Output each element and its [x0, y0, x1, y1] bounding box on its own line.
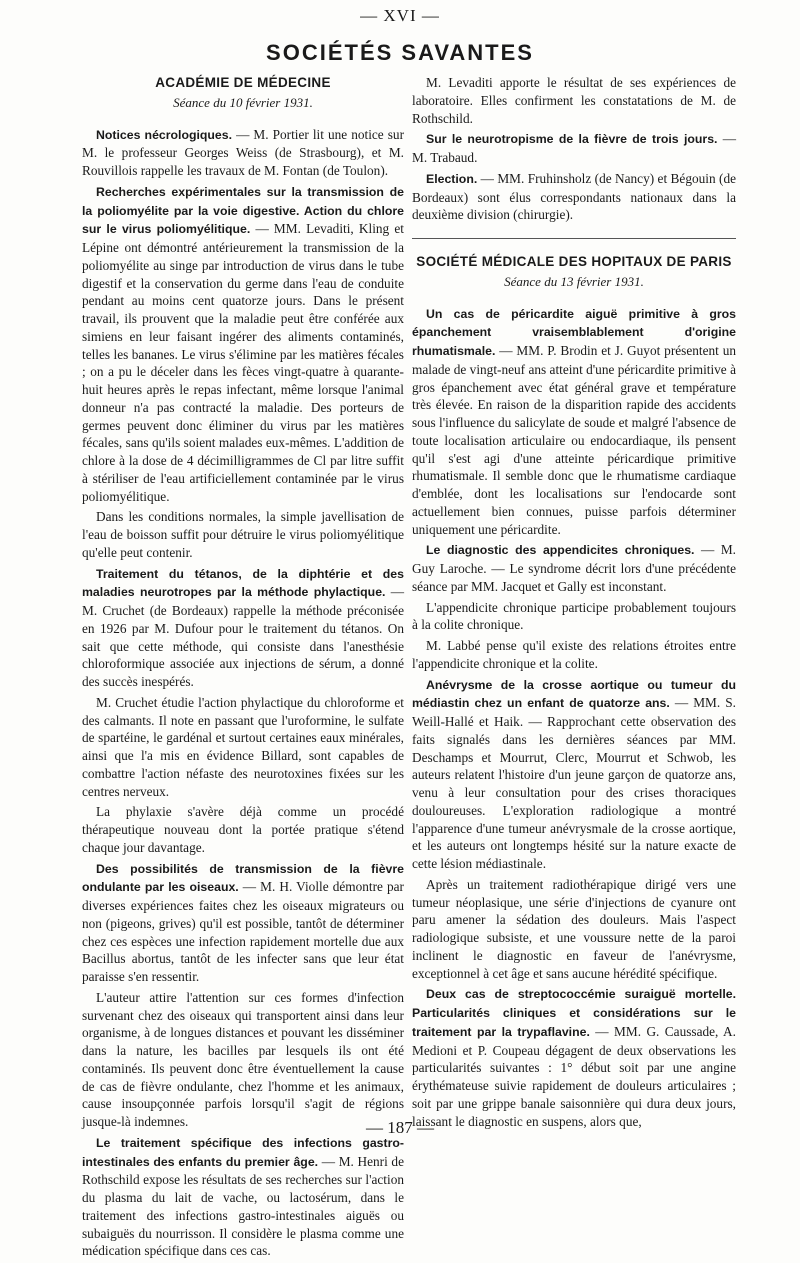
article-streptococcemie	[412, 985, 736, 1130]
paragraph: La phylaxie s'avère déjà comme un procédé thérapeutique nouveau dont la portée pratique s'étend chaque jour davantage.	[82, 804, 404, 855]
right-column	[412, 74, 736, 1133]
article-text: — M. Henri de Rothschild expose les résultats de ses recherches sur l'action du plasma du lait de vache, ou lactosérum, dans le traitement des infections gastro-intestinales aiguës ou subaiguës du nourrisson. Il considère le plasma comme une médication spécifique dans ces cas.	[82, 1153, 404, 1259]
article-heading: Traitement du tétanos, de la diphtérie et des maladies neurotropes par la méthode phylactique.	[82, 566, 404, 600]
article-heading: Anévrysme de la crosse aortique ou tumeur du médiastin chez un enfant de quatorze ans.	[412, 677, 736, 711]
roman-page-number: — XVI —	[360, 6, 440, 25]
page-number: — 187 —	[366, 1118, 434, 1137]
paragraph: M. Labbé pense qu'il existe des relations étroites entre l'appendicite chronique et la colite.	[412, 638, 736, 671]
paragraph: M. Cruchet étudie l'action phylactique du chloroforme et des calmants. Il note en passant que l'uroformine, le sulfate de spartéine, le gardénal et surtout certaines eaux minérales, ainsi que l'a mis en évidence Billard, sont capables de combattre l'action néfaste des neurotoxines fixées sur les centres nerveux.	[82, 694, 404, 799]
paragraph: M. Levaditi apporte le résultat de ses expériences de laboratoire. Elles confirment les constatations de M. de Rothschild.	[412, 75, 736, 126]
article-text: — MM. Levaditi, Kling et Lépine ont démontré antérieurement la transmission de la poliomyélite au singe par introduction de virus dans le tube digestif et la conservation du germe dans l'eau de conduite pendant au moins cent quatorze jours. Dans le présent travail, ils prouvent que la maladie peut être conférée aux simiens en leur faisant ingérer des aliments contaminés, telles les bananes. Le virus s'élimine par les matières fécales ; on a pu le déceler dans les fèces vingt-quatre à quarante-huit heures après le repas infectant, même lorsque l'animal donneur n'a pas contracté la maladie. Des porteurs de germes peuvent donc éliminer du virus par les matières fécales, sans qu'ils soient malades eux-mêmes. L'addition de chlore à la dose de 4 décimilligrammes de Cl par litre suffit à stériliser de l'eau artificiellement contaminée par le virus poliomyélitique.	[82, 221, 404, 504]
section-divider	[412, 238, 736, 239]
paragraph: L'appendicite chronique participe probablement toujours à la colite chronique.	[412, 599, 736, 633]
hopitaux-date: Séance du 13 février 1931.	[504, 273, 644, 289]
article-gastro-intestinales	[82, 1134, 404, 1260]
article-text: — MM. Fruhinsholz (de Nancy) et Bégouin (de Bordeaux) sont élus correspondants nationaux dans la deuxième division (chirurgie).	[412, 170, 736, 223]
masthead-title: SOCIÉTÉS SAVANTES	[266, 40, 534, 65]
article-heading: Sur le neurotropisme de la fièvre de trois jours.	[426, 132, 718, 147]
article-neurotropisme	[412, 130, 736, 167]
article-heading: Election.	[426, 171, 478, 186]
article-heading: Recherches expérimentales sur la transmission de la poliomyélite par la voie digestive. Action du chlore sur le virus poliomyélitique.	[82, 184, 404, 237]
article-text: — M. Trabaud.	[412, 131, 736, 165]
paragraph: Après un traitement radiothérapique dirigé vers une tumeur néoplasique, une série d'injections de cyanure ont paru amener la sédation des douleurs. Mais l'aspect radiologique subsiste, et une voussure nette de la paroi inclinent le diagnostic en faveur de l'anévrysme, exceptionnel à cet âge et sans aucune hérédité spécifique.	[412, 876, 736, 981]
article-text: — MM. S. Weill-Hallé et Haik. — Rapprochant cette observation des faits signalés dans les dernières séances par MM. Deschamps et Mourrut, Clerc, Mourrut et Schwob, les auteurs relatent l'histoire d'un jeune garçon de quatorze ans, venu à leur consultation pour des crises thoraciques douloureuses. L'exploration radiologique a montré l'apparence d'une tumeur anévrysmale de la crosse aortique, et les auteurs ont longtemps hésité sur la nature exacte de cette lésion médiastinale.	[412, 695, 736, 871]
article-poliomyelite	[82, 183, 404, 506]
article-notices	[82, 126, 404, 180]
article-text: — M. H. Violle démontre par diverses expériences faites chez les oiseaux migrateurs ou non (pigeons, grives) qu'il est possible, tantôt de déterminer chez ces espèces une infection rapidement mortelle due aux Bacillus abortus, tantôt de les infecter sans que leur état paraisse s'en ressentir.	[82, 879, 404, 984]
article-heading: Le diagnostic des appendicites chroniques.	[426, 543, 695, 558]
article-text: — M. Portier lit une notice sur M. le professeur Georges Weiss (de Strasbourg), et M. Rouvillois rappelle les travaux de M. Fontan (de Toulon).	[82, 126, 405, 178]
hopitaux-title: SOCIÉTÉ MÉDICALE DES HOPITAUX DE PARIS	[416, 254, 732, 269]
article-pericardite	[412, 305, 736, 539]
article-text: — MM. G. Caussade, A. Medioni et P. Coupeau dégagent de deux observations les particularités suivantes : 1° début soit par une angine érythémateuse suivie rapidement de douleurs articulaires ; soit par une grippe banale saisonnière qui dura deux jours, laissant le diagnostic en suspens, alors que,	[412, 1023, 736, 1129]
article-heading: Le traitement spécifique des infections gastro-intestinales des enfants du premier âge.	[82, 1135, 404, 1169]
article-tetanos	[82, 565, 404, 691]
article-heading: Un cas de péricardite aiguë primitive à gros épanchement vraisemblablement d'origine rhumatismale.	[412, 306, 736, 358]
article-appendicites	[412, 541, 736, 595]
article-text: — MM. P. Brodin et J. Guyot présentent un malade de vingt-neuf ans atteint d'une péricardite primitive à gros épanchement avec état général grave et température très élevée. En raison de la disparition rapide des accidents sous l'influence du salicylate de soude et malgré l'absence de toute localisation articulaire ou endocardiaque, ils pensent qu'il s'est agi d'une atteinte péricardique primitive rhumatismale. Il semble donc que le rhumatisme cardiaque d'emblée, dont les localisations sur l'endocarde sont actuellement bien connues, puisse parfois déterminer uniquement une péricardite.	[412, 343, 736, 537]
article-election	[412, 170, 736, 224]
article-heading: Des possibilités de transmission de la fièvre ondulante par les oiseaux.	[82, 861, 404, 895]
article-heading: Notices nécrologiques.	[96, 127, 233, 142]
article-fievre-ondulante	[82, 860, 404, 986]
academie-title: ACADÉMIE DE MÉDECINE	[155, 75, 331, 90]
paragraph: L'auteur attire l'attention sur ces formes d'infection survenant chez des oiseaux qui transportent ainsi dans leur organisme, à de longues distances et pouvant les disséminer dans la nature, les bacilles par lesquels ils ont été contaminés. Ils peuvent donc être éventuellement la cause de cas de fièvre ondulante, chez l'homme et les animaux, cause insoupçonnée parfois lorsqu'il s'agit de régions jusque-là indemnes.	[82, 989, 404, 1129]
article-text: — M. Cruchet (de Bordeaux) rappelle la méthode préconisée en 1926 par M. Dufour pour le traitement du tétanos. On sait que cette méthode, qui consiste dans l'anesthésie chloroformique associée aux injections de sérum, a donné des succès inespérés.	[82, 584, 404, 689]
article-text: — M. Guy Laroche. — Le syndrome décrit lors d'une précédente séance par MM. Jacquet et Gally est inconstant.	[412, 542, 736, 594]
academie-date: Séance du 10 février 1931.	[173, 94, 313, 110]
article-heading: Deux cas de streptococcémie suraiguë mortelle. Particularités cliniques et considérations sur le traitement par la trypaflavine.	[412, 987, 736, 1039]
paragraph: Dans les conditions normales, la simple javellisation de l'eau de boisson suffit pour détruire le virus poliomyélitique qu'elle peut contenir.	[82, 509, 404, 560]
left-column	[82, 74, 404, 1263]
article-anevrysme	[412, 676, 736, 873]
